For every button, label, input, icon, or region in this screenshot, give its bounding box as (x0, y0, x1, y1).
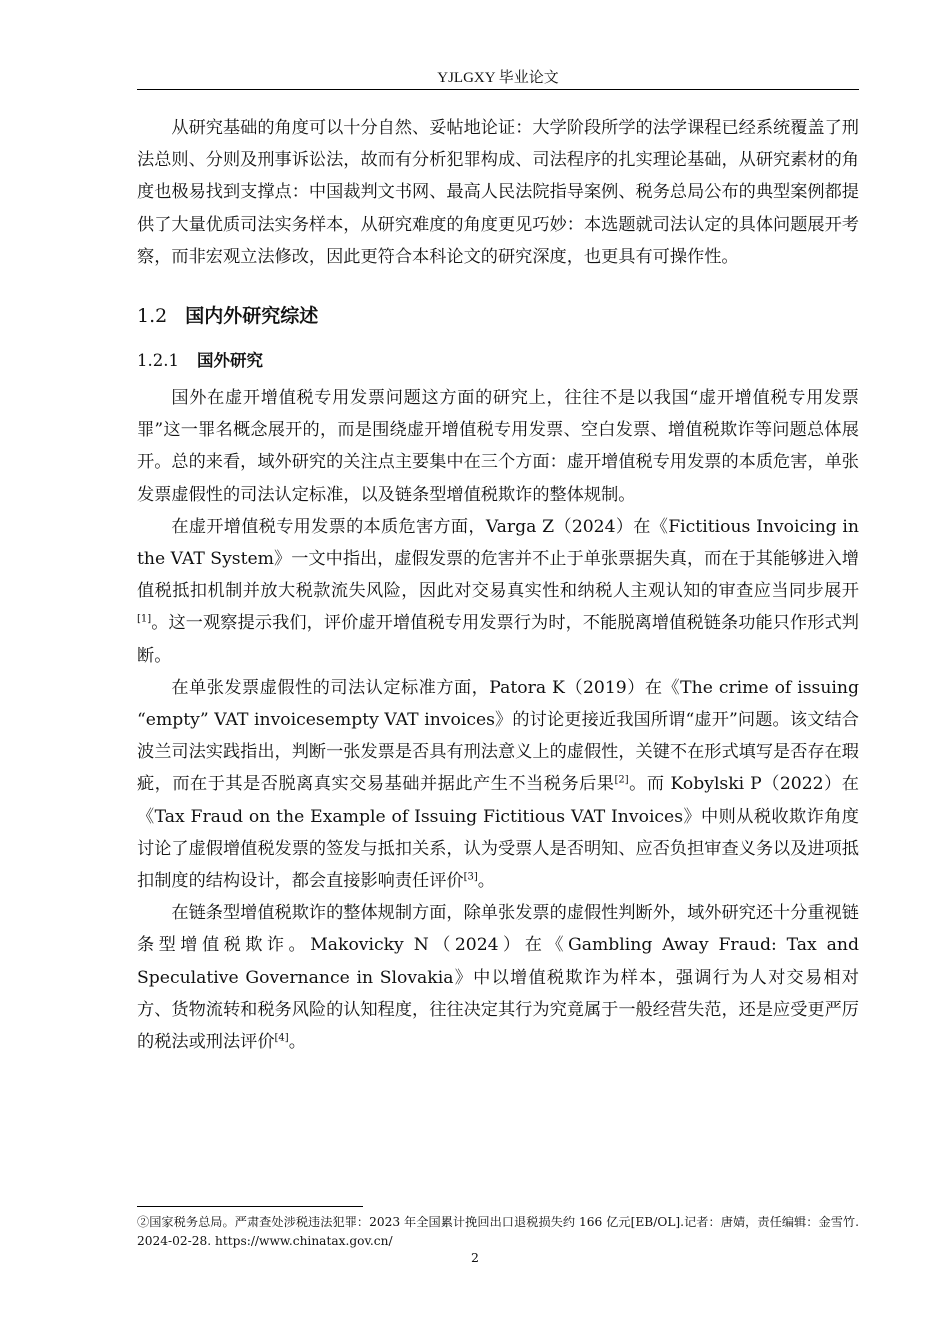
footnote-marker: ② (137, 1215, 150, 1229)
subsection-title: 国外研究 (196, 351, 263, 371)
body-paragraph-4 (137, 897, 859, 1058)
subsection-number: 1.2.1 (137, 351, 179, 371)
body-paragraph-3 (137, 672, 859, 897)
header-rule (137, 89, 859, 90)
footnote (137, 1213, 859, 1250)
paragraph-text: 在虚开增值税专用发票的本质危害方面，Varga Z（2024）在《Fictitious Invoicing in the VAT System》一文中指出，虚假发票的危害并不止于单张票据失真，而在于其能够进入增值税抵扣机制并放大税款流失风险，因此对交易真实性和纳税人主观认知的审查应当同步展开 (137, 516, 859, 602)
intro-paragraph: 从研究基础的角度可以十分自然、妥帖地论证：大学阶段所学的法学课程已经系统覆盖了刑法总则、分则及刑事诉讼法，故而有分析犯罪构成、司法程序的扎实理论基础，从研究素材的角度也极易找到支撑点：中国裁判文书网、最高人民法院指导案例、税务总局公布的典型案例都提供了大量优质司法实务样本，从研究难度的角度更见巧妙：本选题就司法认定的具体问题展开考察，而非宏观立法修改，因此更符合本科论文的研究深度，也更具有可操作性。 (137, 118, 859, 267)
section-heading (137, 300, 859, 332)
page-number: 2 (471, 1250, 479, 1265)
subsection-heading (137, 346, 859, 376)
section-title: 国内外研究综述 (185, 305, 319, 328)
citation-ref: [1] (137, 613, 152, 625)
paragraph-text: 。而 Kobylski P（2022）在《Tax Fraud on the Example of Issuing Fictitious VAT Invoices》中则从税收欺诈角度讨论了虚假增值税发票的签发与抵扣关系，认为受票人是否明知、应否负担审查义务以及进项抵扣制度的结构设计，都会直接影响责任评价 (137, 774, 859, 892)
body-paragraph-2 (137, 511, 859, 672)
footnote-rule (137, 1206, 363, 1207)
citation-ref: [3] (463, 871, 478, 883)
paragraph-text: 。 (477, 871, 495, 892)
footnote-text: 国家税务总局。严肃查处涉税违法犯罪：2023 年全国累计挽回出口退税损失约 166 亿元[EB/OL].记者：唐婧，责任编辑：金雪竹. 2024-02-28. https://www.chinatax.gov.cn/ (137, 1215, 859, 1248)
citation-ref: [2] (614, 774, 629, 786)
paragraph-text: 。这一观察提示我们，评价虚开增值税专用发票行为时，不能脱离增值税链条功能只作形式判断。 (137, 613, 859, 666)
citation-ref: [4] (274, 1032, 289, 1044)
paragraph-text: 在链条型增值税欺诈的整体规制方面，除单张发票的虚假性判断外，域外研究还十分重视链条型增值税欺诈。Makovicky N（2024）在《Gambling Away Fraud: Tax and Speculative Governance in Slovakia》中以增值税欺诈为样本，强调行为人对交易相对方、货物流转和税务风险的认知程度，往往决定其行为究竟属于一般经营失范，还是应受更严厉的税法或刑法评价 (137, 903, 859, 1053)
body-paragraph-1: 国外在虚开增值税专用发票问题这方面的研究上，往往不是以我国“虚开增值税专用发票罪”这一罪名概念展开的，而是围绕虚开增值税专用发票、空白发票、增值税欺诈等问题总体展开。总的来看，域外研究的关注点主要集中在三个方面：虚开增值税专用发票的本质危害，单张发票虚假性的司法认定标准，以及链条型增值税欺诈的整体规制。 (137, 388, 859, 505)
paragraph-text: 在单张发票虚假性的司法认定标准方面，Patora K（2019）在《The crime of issuing “empty” VAT invoicesempty VAT invoices》的讨论更接近我国所谓“虚开”问题。该文结合波兰司法实践指出，判断一张发票是否具有刑法意义上的虚假性，关键不在形式填写是否存在瑕疵，而在于其是否脱离真实交易基础并据此产生不当税务后果 (137, 677, 859, 795)
running-header: YJLGXY 毕业论文 (437, 70, 559, 86)
page-body (137, 112, 859, 1058)
section-number: 1.2 (137, 305, 168, 328)
paragraph-text: 。 (288, 1032, 306, 1053)
